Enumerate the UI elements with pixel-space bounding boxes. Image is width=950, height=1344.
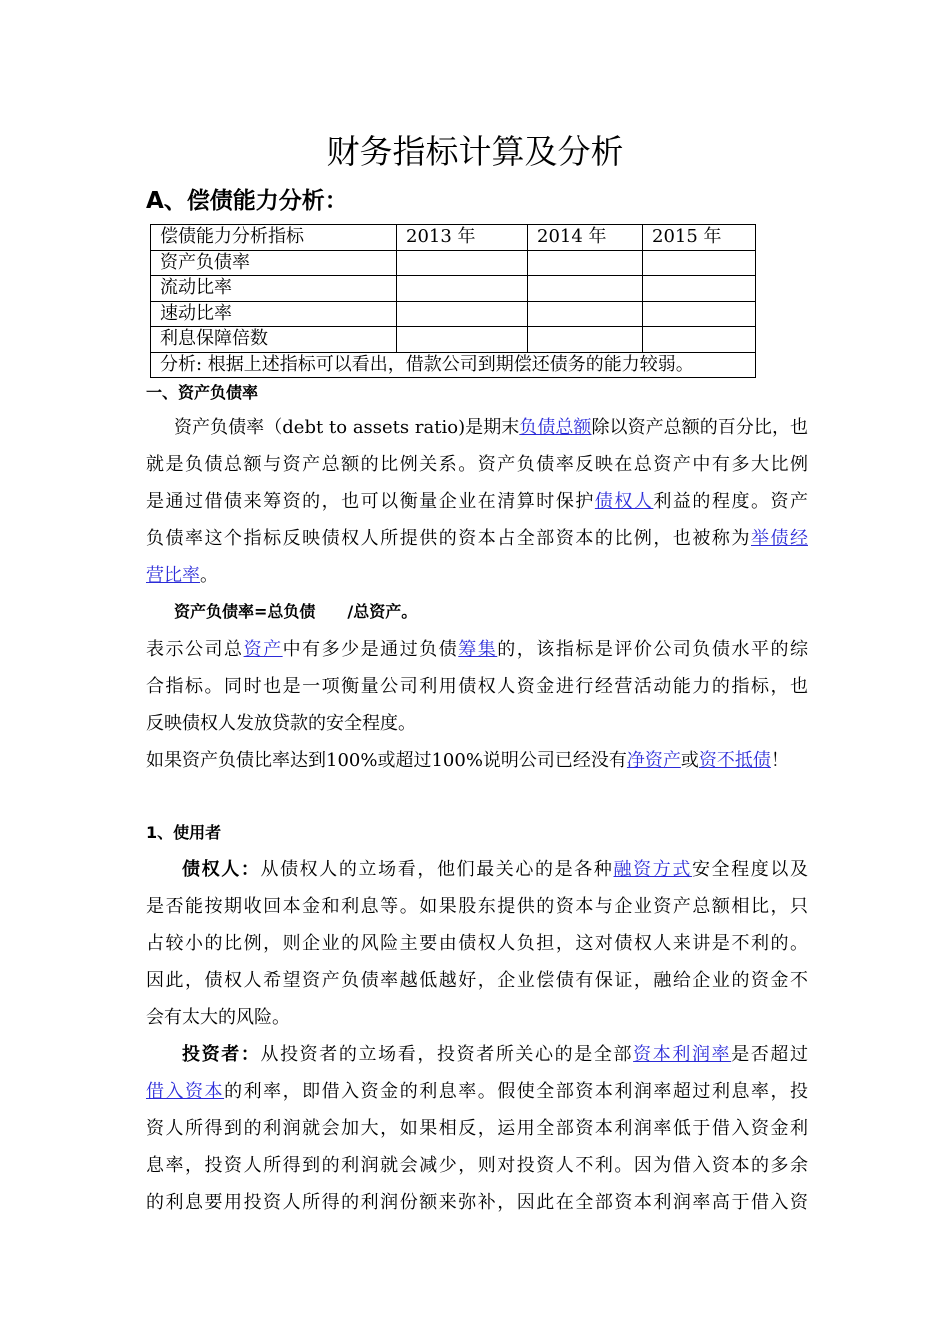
section-a-heading: A、偿债能力分析：: [146, 188, 348, 214]
paragraph-line: 营比率。: [146, 565, 218, 586]
formula: 资产负债率=总负债 /总资产。: [174, 602, 418, 621]
link-insolvency[interactable]: 资不抵债: [698, 750, 771, 771]
table-cell[interactable]: [643, 276, 756, 302]
link-raise[interactable]: 筹集: [458, 639, 498, 660]
table-analysis-cell: 分析: 根据上述指标可以看出，借款公司到期偿还债务的能力较弱。: [151, 352, 756, 378]
table-row-label: 速动比率: [151, 301, 397, 327]
table-cell[interactable]: [397, 250, 528, 276]
link-assets[interactable]: 资产: [243, 639, 283, 660]
link-liability-total[interactable]: 负债总额: [519, 417, 592, 438]
paragraph-line: 是否能按期收回本金和利息等。如果股东提供的资本与企业资产总额相比，只: [146, 896, 808, 917]
link-borrowed-capital[interactable]: 借入资本: [146, 1081, 225, 1102]
paragraph-line: 债权人：从债权人的立场看，他们最关心的是各种融资方式安全程度以及: [182, 859, 809, 880]
link-financing-method[interactable]: 融资方式: [613, 859, 692, 880]
paragraph-line: 投资者：从投资者的立场看，投资者所关心的是全部资本利润率是否超过: [182, 1044, 809, 1065]
table-row: [151, 250, 756, 276]
section-1-heading: 一、资产负债率: [146, 383, 259, 402]
table-cell[interactable]: [528, 301, 643, 327]
table-cell[interactable]: [643, 250, 756, 276]
paragraph-line: 是通过借债来筹资的，也可以衡量企业在清算时保护债权人利益的程度。资产: [146, 491, 809, 512]
table-cell[interactable]: [528, 327, 643, 353]
table-row-label: 利息保障倍数: [151, 327, 397, 353]
table-cell[interactable]: [397, 301, 528, 327]
table-header-cell: 2014 年: [528, 225, 643, 251]
paragraph-line: 的利息要用投资人所得的利润份额来弥补，因此在全部资本利润率高于借入资: [146, 1192, 808, 1213]
table-row: [151, 301, 756, 327]
table-cell[interactable]: [528, 250, 643, 276]
document-title: 财务指标计算及分析: [326, 132, 624, 171]
link-capital-profit-rate[interactable]: 资本利润率: [633, 1044, 732, 1065]
table-header-cell: 2015 年: [643, 225, 756, 251]
paragraph-line: 占较小的比例，则企业的风险主要由债权人负担，这对债权人来讲是不利的。: [146, 933, 808, 954]
table-analysis-row: [151, 352, 756, 378]
paragraph-line: 资人所得到的利润就会加大，如果相反，运用全部资本利润率低于借入资金利: [146, 1118, 808, 1139]
table-cell[interactable]: [643, 327, 756, 353]
link-net-assets[interactable]: 净资产: [626, 750, 681, 771]
paragraph-line: 反映债权人发放贷款的安全程度。: [146, 713, 416, 734]
link-creditor[interactable]: 债权人: [594, 491, 654, 512]
paragraph-line: 息率，投资人所得到的利润就会减少，则对投资人不利。因为借入资本的多余: [146, 1155, 808, 1176]
paragraph-line: 因此，债权人希望资产负债率越低越好，企业偿债有保证，融给企业的资金不: [146, 970, 808, 991]
table-header-cell: 偿债能力分析指标: [151, 225, 397, 251]
link-leverage-ratio[interactable]: 举债经: [750, 528, 808, 549]
table-header-row: [151, 225, 756, 251]
link-leverage-ratio-cont[interactable]: 营比率: [146, 565, 200, 586]
paragraph-line: 负债率这个指标反映债权人所提供的资本占全部资本的比例，也被称为举债经: [146, 528, 808, 549]
solvency-table: [150, 224, 756, 378]
paragraph-line: 借入资本的利率，即借入资金的利息率。假使全部资本利润率超过利息率，投: [146, 1081, 808, 1102]
table-row-label: 资产负债率: [151, 250, 397, 276]
paragraph-line: 合指标。同时也是一项衡量公司利用债权人资金进行经营活动能力的指标，也: [146, 676, 808, 697]
paragraph-line: 表示公司总资产中有多少是通过负债筹集的，该指标是评价公司负债水平的综: [146, 639, 809, 660]
table-row: [151, 276, 756, 302]
table-row: [151, 327, 756, 353]
table-cell[interactable]: [643, 301, 756, 327]
table-cell[interactable]: [397, 276, 528, 302]
section-users-heading: 1、使用者: [146, 823, 222, 842]
table-cell[interactable]: [528, 276, 643, 302]
paragraph-line: 就是负债总额与资产总额的比例关系。资产负债率反映在总资产中有多大比例: [146, 454, 808, 475]
table-row-label: 流动比率: [151, 276, 397, 302]
table-header-cell: 2013 年: [397, 225, 528, 251]
paragraph-line: 会有太大的风险。: [146, 1007, 290, 1028]
paragraph-line: 如果资产负债比率达到100%或超过100%说明公司已经没有净资产或资不抵债！: [146, 750, 789, 771]
table-cell[interactable]: [397, 327, 528, 353]
paragraph-line: 资产负债率（debt to assets ratio)是期末负债总额除以资产总额的百分比，也: [174, 417, 808, 438]
